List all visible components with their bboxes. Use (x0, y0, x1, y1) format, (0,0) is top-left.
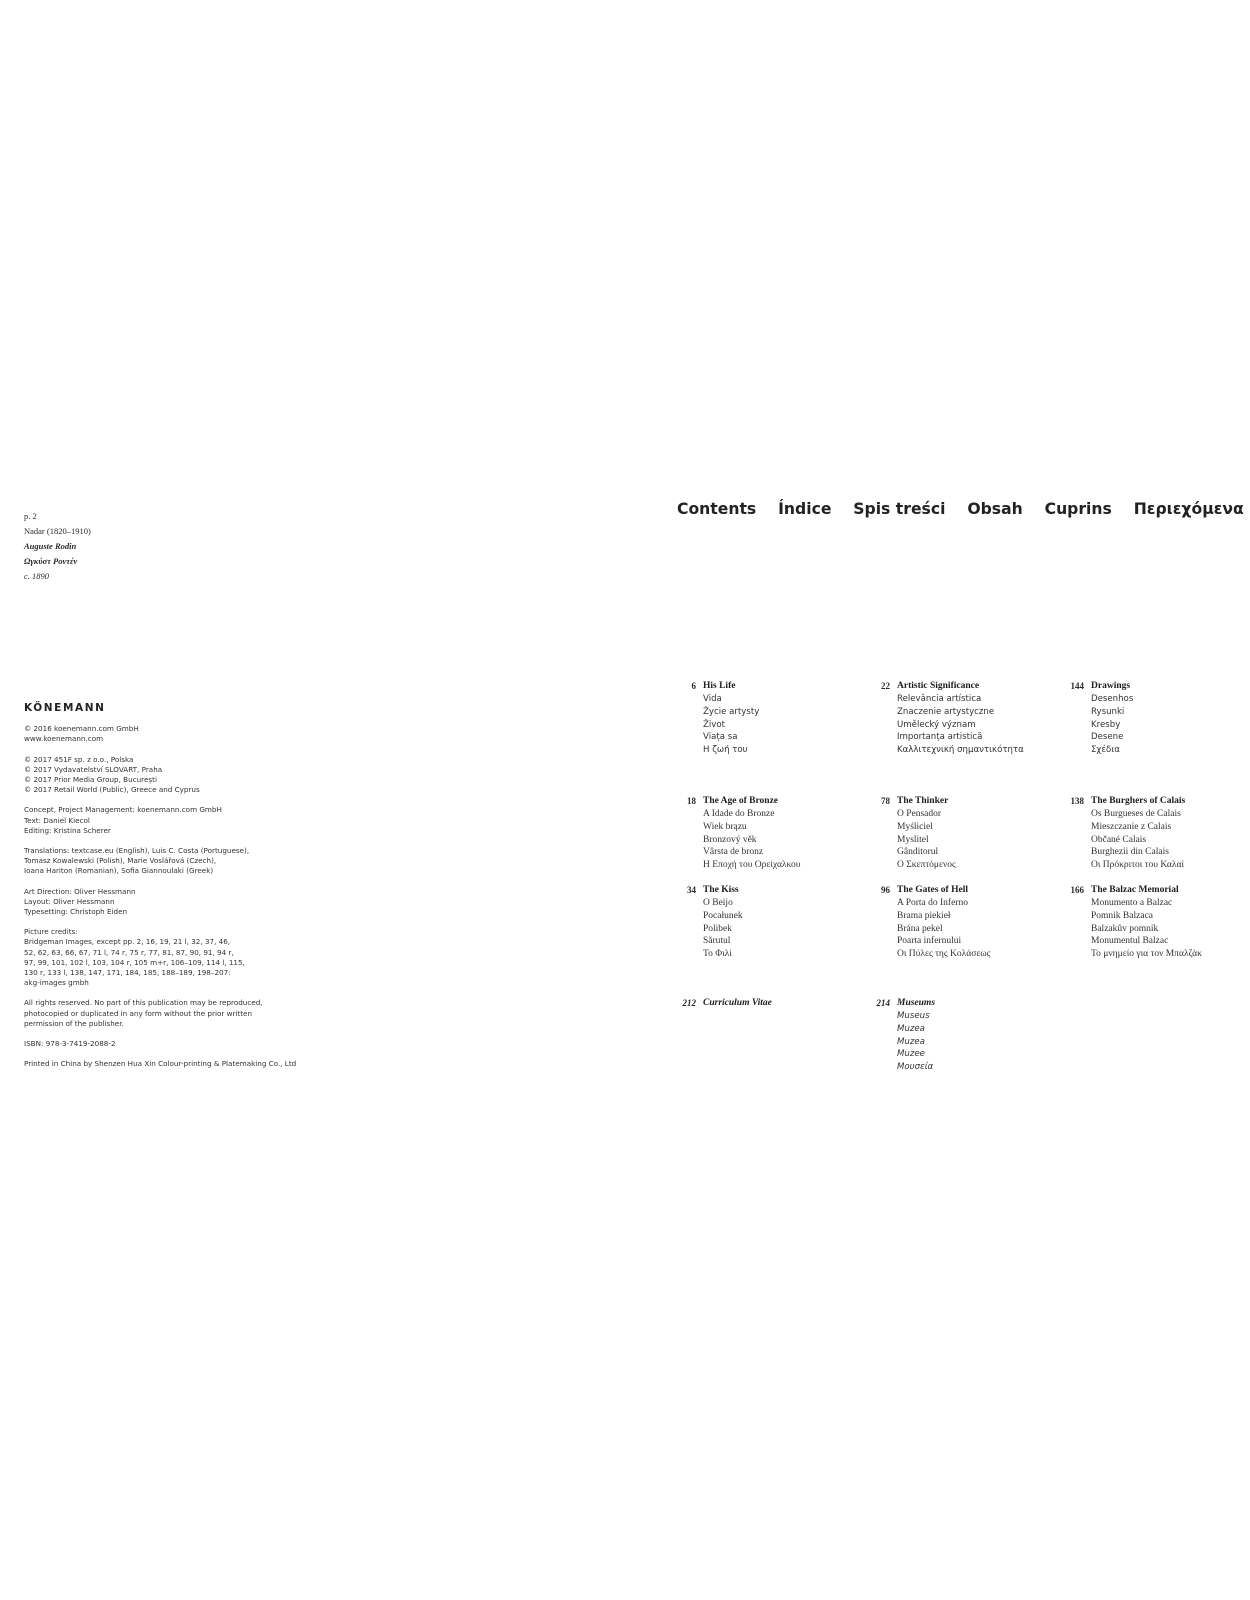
toc-translation: Vida (703, 694, 722, 704)
imprint-paragraph (24, 755, 324, 796)
imprint-paragraph (24, 1059, 324, 1069)
toc-entry-his-life (691, 680, 760, 757)
toc-translation: Balzakův pomník (1091, 923, 1159, 934)
toc-title: The Burghers of Calais (1091, 796, 1186, 806)
toc-translation: Polibek (703, 923, 733, 934)
toc-translation: Ο Σκεπτόμενος (897, 860, 956, 871)
toc-translation: Museus (897, 1011, 930, 1021)
toc-translation: Myśliciel (897, 821, 933, 832)
toc-page-number: 144 (1070, 681, 1084, 691)
contents-heading (677, 500, 1244, 518)
imprint-line: Translations: textcase.eu (English), Luis C. Costa (Portuguese), (24, 846, 250, 856)
toc-entry-drawings (1070, 680, 1134, 757)
heading-greek: Περιεχόμενα (1133, 500, 1244, 519)
toc-translation: Viața sa (703, 732, 738, 743)
toc-page-number: 212 (682, 998, 696, 1008)
toc-entry-museums (876, 997, 936, 1074)
toc-translation: Kresby (1091, 719, 1121, 730)
toc-translation: Znaczenie artystyczne (897, 706, 995, 717)
heading-english: Contents (677, 500, 757, 519)
imprint-line: Concept, Project Management: koenemann.com GmbH (24, 805, 222, 815)
imprint-paragraph (24, 927, 324, 988)
toc-title: Museums (897, 998, 936, 1008)
toc-title: The Thinker (897, 796, 949, 806)
toc-translation: Το Φιλί (703, 949, 732, 960)
toc-title: Drawings (1091, 681, 1131, 691)
imprint-line: Tomasz Kowalewski (Polish), Marie Voslářová (Czech), (24, 856, 217, 866)
imprint-line: 130 r, 133 l, 138, 147, 171, 184, 185, 188–189, 198–207: (24, 968, 231, 978)
imprint-line: © 2017 451F sp. z o.o., Polska (24, 754, 134, 764)
toc-page-number: 34 (687, 885, 696, 895)
publisher-logo: KÖNEMANN (24, 702, 106, 714)
heading-czech: Obsah (967, 500, 1023, 519)
toc-page-number: 138 (1070, 796, 1084, 806)
toc-translation: A Idade do Bronze (703, 809, 775, 819)
toc-translation: Η ζωή του (703, 745, 748, 756)
toc-translation: Desene (1091, 732, 1124, 743)
imprint-line: © 2016 koenemann.com GmbH (24, 724, 139, 734)
toc-translation: Σχέδια (1091, 745, 1120, 756)
toc-page-number: 96 (881, 885, 890, 895)
toc-translation: Občané Calais (1091, 834, 1147, 845)
toc-translation: A Porta do Inferno (897, 898, 968, 908)
imprint-line: Ioana Hariton (Romanian), Sofia Giannoulaki (Greek) (24, 866, 214, 876)
toc-translation: Monumento a Balzac (1091, 898, 1173, 908)
imprint-paragraph (24, 1039, 324, 1049)
photo-caption (24, 509, 264, 584)
toc-translation: Muzea (897, 1036, 925, 1047)
toc-entry-age-of-bronze (687, 795, 801, 872)
toc-title: His Life (703, 681, 736, 691)
imprint-line: Layout: Oliver Hessmann (24, 896, 115, 906)
imprint-text (24, 724, 324, 1069)
imprint-line: photocopied or duplicated in any form without the prior written (24, 1008, 253, 1018)
toc-translation: Sărutul (703, 936, 731, 947)
toc-entry-gates-of-hell (881, 884, 991, 961)
toc-entry-the-thinker (881, 795, 956, 872)
toc-translation: O Pensador (897, 809, 942, 819)
imprint-paragraph (24, 805, 324, 836)
imprint-line: All rights reserved. No part of this publication may be reproduced, (24, 998, 263, 1008)
toc-title: The Age of Bronze (703, 796, 779, 806)
toc-page-number: 214 (876, 998, 890, 1008)
toc-title: Curriculum Vitae (703, 998, 772, 1008)
toc-translation: Μουσεία (897, 1062, 934, 1073)
heading-polish: Spis treści (853, 500, 946, 519)
toc-translation: Muzea (897, 1023, 925, 1034)
imprint-line: Bridgeman Images, except pp. 2, 16, 19, 21 l, 32, 37, 46, (24, 937, 231, 947)
imprint-line: Editing: Kristina Scherer (24, 825, 111, 835)
toc-translation: Gânditorul (897, 847, 939, 858)
toc-title: The Gates of Hell (897, 885, 968, 895)
toc-translation: Os Burgueses de Calais (1091, 809, 1181, 819)
toc-translation: Wiek brązu (703, 821, 747, 832)
toc-translation: Οι Πύλες της Κολάσεως (897, 949, 991, 960)
toc-entry-balzac-memorial (1070, 884, 1202, 961)
caption-photographer: Nadar (1820–1910) (24, 526, 91, 536)
toc-page-number: 22 (881, 681, 890, 691)
caption-page: p. 2 (24, 511, 37, 521)
toc-translation: Życie artysty (703, 706, 760, 717)
toc-translation: Οι Πρόκριτοι του Καλαί (1091, 860, 1184, 871)
toc-entry-the-kiss (687, 884, 743, 961)
imprint-line: © 2017 Prior Media Group, București (24, 775, 157, 785)
toc-translation: Το μνημείο για τον Μπαλζάκ (1091, 949, 1202, 960)
toc-translation: Brána pekel (897, 923, 943, 934)
toc-translation: Rysunki (1091, 706, 1125, 717)
toc-translation: Muzee (897, 1049, 925, 1060)
imprint-line: Art Direction: Oliver Hessmann (24, 886, 136, 896)
caption-date: c. 1890 (24, 571, 50, 581)
toc-translation: Η Εποχή του Ορείχαλκου (703, 860, 801, 871)
toc-translation: Καλλιτεχνική σημαντικότητα (897, 745, 1024, 756)
toc-translation: Desenhos (1091, 694, 1134, 704)
toc-entry-artistic-significance (881, 680, 1024, 757)
toc-translation: Pomnik Balzaca (1091, 910, 1153, 921)
toc-translation: Importanța artistică (897, 732, 983, 743)
imprint-line: Text: Daniel Kiecol (24, 815, 90, 825)
toc-translation: Poarta infernului (897, 936, 962, 947)
caption-subject-latin: Auguste Rodin (24, 541, 77, 551)
imprint-paragraph (24, 724, 324, 744)
imprint-line: akg-images gmbh (24, 978, 89, 988)
toc-entry-curriculum-vitae (682, 997, 772, 1010)
toc-page-number: 18 (687, 796, 696, 806)
imprint-paragraph (24, 887, 324, 918)
imprint-line: Picture credits: (24, 927, 78, 937)
imprint-paragraph (24, 998, 324, 1029)
imprint-line: © 2017 Vydavatelství SLOVART, Praha (24, 764, 163, 774)
toc-title: The Balzac Memorial (1091, 885, 1179, 895)
imprint-line: ISBN: 978-3-7419-2088-2 (24, 1039, 116, 1049)
toc-entry-burghers-of-calais (1070, 795, 1186, 872)
imprint-line: Typesetting: Christoph Eiden (24, 907, 128, 917)
toc-translation: Vârsta de bronz (703, 847, 764, 858)
toc-translation: Mieszczanie z Calais (1091, 821, 1172, 832)
toc-translation: Myslitel (897, 834, 929, 845)
toc-page-number: 166 (1070, 885, 1084, 895)
caption-subject-greek: Ωγκύστ Ροντέν (24, 556, 78, 566)
imprint-paragraph (24, 846, 324, 877)
imprint-block (24, 703, 324, 1079)
toc-translation: Život (703, 719, 725, 730)
toc-page-number: 6 (691, 681, 696, 691)
toc-translation: Brama piekieł (897, 910, 951, 921)
toc-title: Artistic Significance (897, 681, 980, 691)
toc-translation: Relevância artística (897, 694, 982, 704)
toc-translation: Burghezii din Calais (1091, 847, 1169, 858)
heading-portuguese: Índice (778, 500, 832, 519)
heading-romanian: Cuprins (1044, 500, 1112, 519)
toc-title: The Kiss (703, 885, 739, 895)
imprint-line: Printed in China by Shenzen Hua Xin Colour-printing & Platemaking Co., Ltd (24, 1059, 297, 1069)
toc-page-number: 78 (881, 796, 890, 806)
imprint-line: 97, 99, 101, 102 l, 103, 104 r, 105 m+r, 106–109, 114 l, 115, (24, 957, 245, 967)
imprint-line: www.koenemann.com (24, 734, 104, 744)
toc-translation: Umělecký význam (897, 719, 976, 730)
toc-translation: Pocałunek (703, 910, 743, 921)
imprint-line: 52, 62, 63, 66, 67, 71 l, 74 r, 75 r, 77, 81, 87, 90, 91, 94 r, (24, 947, 234, 957)
toc-translation: Monumentul Balzac (1091, 936, 1169, 947)
imprint-line: © 2017 Retail World (Public), Greece and Cyprus (24, 785, 200, 795)
toc-translation: Bronzový věk (703, 834, 757, 845)
toc-translation: O Beijo (703, 898, 733, 908)
imprint-line: permission of the publisher. (24, 1018, 124, 1028)
